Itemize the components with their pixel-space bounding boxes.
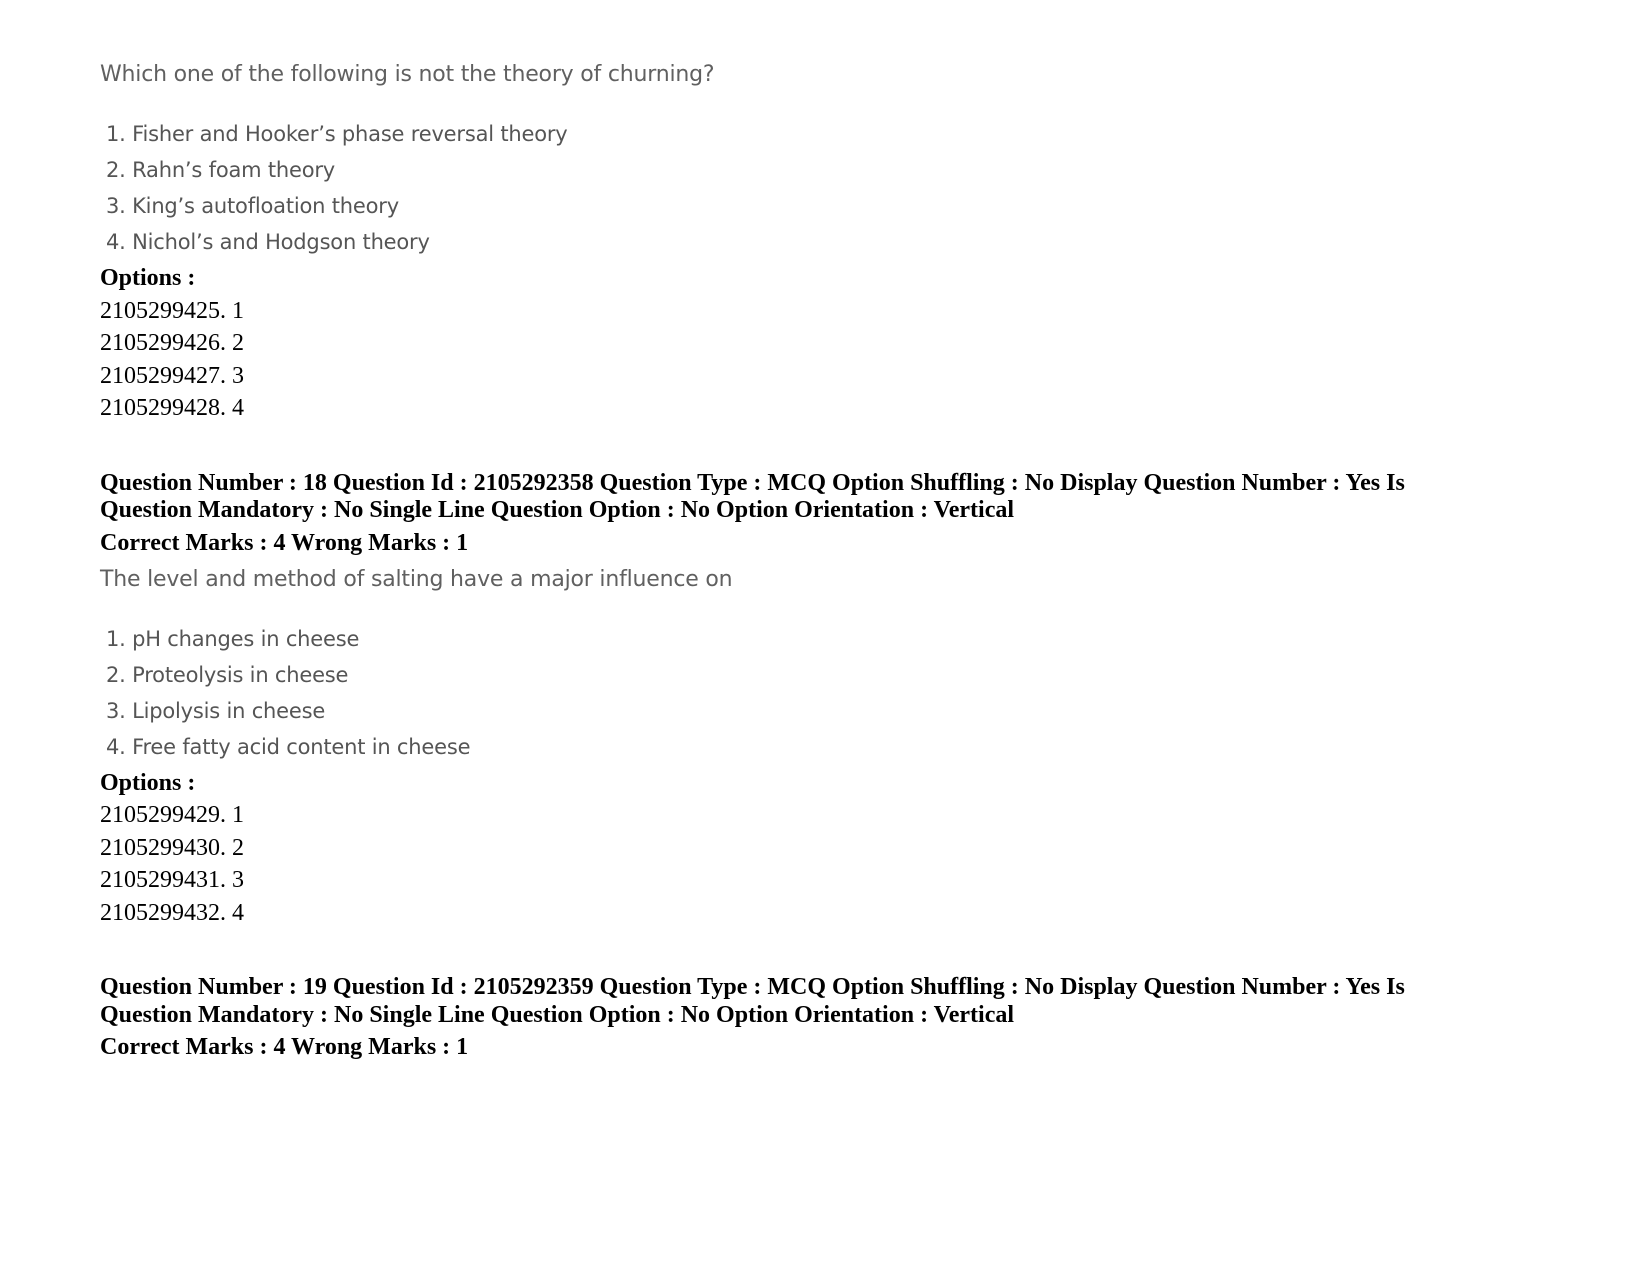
statement-item: 3. Lipolysis in cheese <box>106 699 326 723</box>
question-meta-line: Question Number : 19 Question Id : 2105292359 Question Type : MCQ Option Shuffling : No Display Question Number : Yes Is <box>100 974 1405 1000</box>
option-item: 2105299428. 4 <box>100 395 244 421</box>
question-marks: Correct Marks : 4 Wrong Marks : 1 <box>100 530 469 556</box>
option-item: 2105299429. 1 <box>100 802 244 828</box>
statement-item: 2. Proteolysis in cheese <box>106 663 349 687</box>
option-item: 2105299432. 4 <box>100 900 244 926</box>
statement-item: 4. Free fatty acid content in cheese <box>106 735 471 759</box>
statement-item: 1. pH changes in cheese <box>106 627 360 651</box>
option-item: 2105299430. 2 <box>100 835 244 861</box>
question-marks: Correct Marks : 4 Wrong Marks : 1 <box>100 1034 469 1060</box>
statement-item: 4. Nichol’s and Hodgson theory <box>106 230 430 254</box>
option-item: 2105299425. 1 <box>100 298 244 324</box>
statement-item: 1. Fisher and Hooker’s phase reversal theory <box>106 122 568 146</box>
options-label: Options : <box>100 770 196 796</box>
question-meta-line: Question Mandatory : No Single Line Question Option : No Option Orientation : Vertical <box>100 497 1015 523</box>
question-text: Which one of the following is not the theory of churning? <box>100 62 715 87</box>
question-meta-line: Question Mandatory : No Single Line Question Option : No Option Orientation : Vertical <box>100 1002 1015 1028</box>
option-item: 2105299427. 3 <box>100 363 244 389</box>
question-text: The level and method of salting have a major influence on <box>100 567 733 592</box>
question-meta-line: Question Number : 18 Question Id : 2105292358 Question Type : MCQ Option Shuffling : No Display Question Number : Yes Is <box>100 470 1405 496</box>
options-label: Options : <box>100 265 196 291</box>
statement-item: 3. King’s autofloation theory <box>106 194 399 218</box>
option-item: 2105299431. 3 <box>100 867 244 893</box>
statement-item: 2. Rahn’s foam theory <box>106 158 336 182</box>
option-item: 2105299426. 2 <box>100 330 244 356</box>
